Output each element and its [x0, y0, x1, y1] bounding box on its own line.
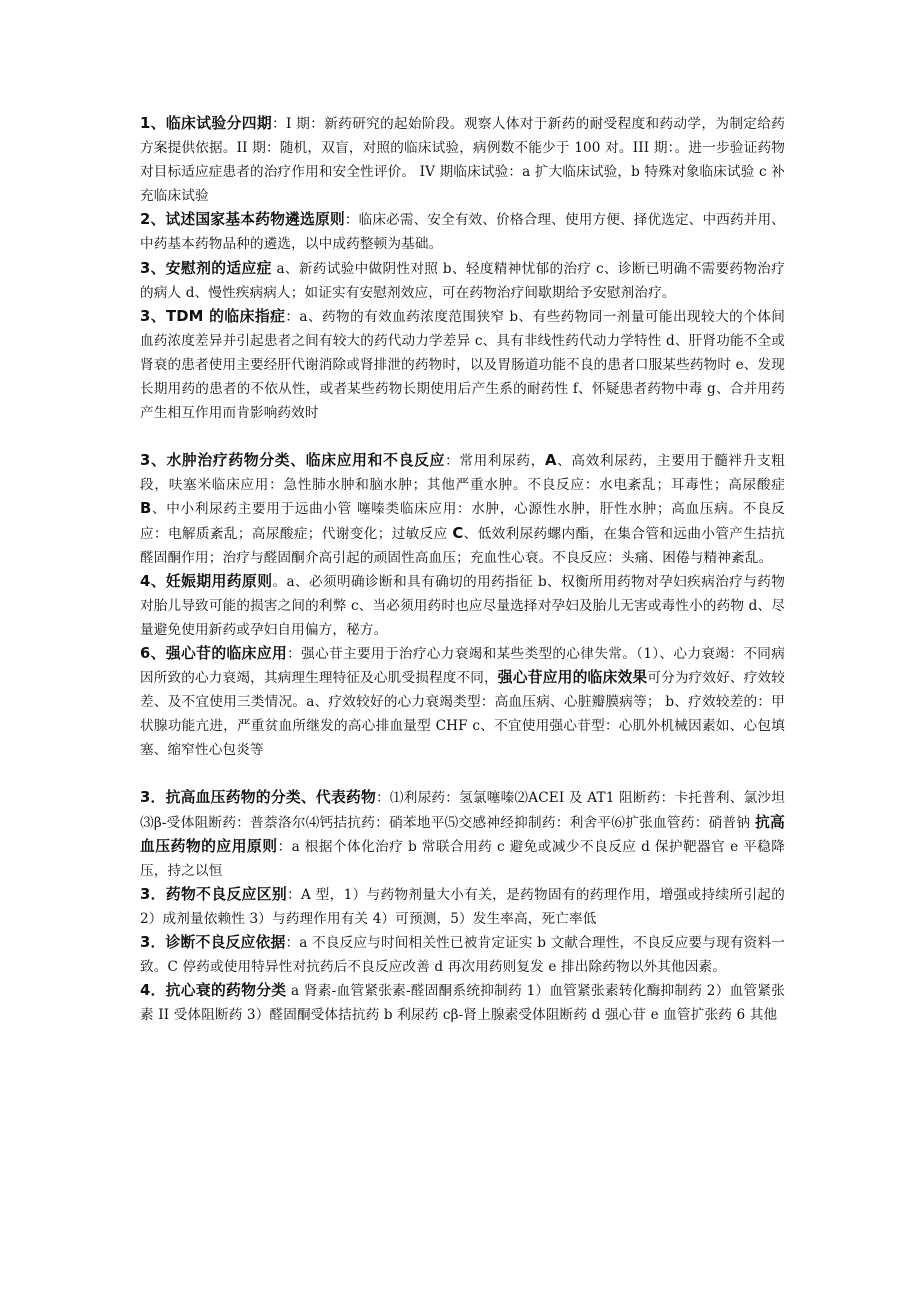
- text: 可分为疗效好、疗效较差、及不宜使用三类情况。a、疗效较好的心力衰竭类型：高血压病、心脏瓣膜病等； b、疗效较差的：甲状腺功能亢进，严重贫血所继发的高心排血量型 CHF c、不宜使用强心苷型：心肌外机械因素如、心包填塞、缩窄性心包炎等: [140, 670, 785, 759]
- heading-adr-diagnosis: 3．诊断不良反应依据: [140, 934, 286, 951]
- heading-essential-drug-selection: 2、试述国家基本药物遴选原则: [140, 211, 345, 229]
- text: 、中小利尿药主要用于远曲小管 噻嗪类临床应用：水肿，心源性水肿，肝性水肿；高血压病。不良反应：电解质紊乱；高尿酸症；代谢变化；过敏反应: [140, 501, 785, 542]
- paragraph-3: [140, 257, 785, 305]
- text: ：I 期：新药研究的起始阶段。观察人体对于新药的耐受程度和药动学，为制定给药方案提供依据。II 期：随机，双盲，对照的临床试验，病例数不能少于 100 对。III 期：。进一步验证药物对目标适应症患者的治疗作用和安全性评价。 IV 期临床试验：a 扩大临床试验，b 特殊对象临床试验 c 补充临床试验: [140, 116, 785, 205]
- paragraph-5: [140, 449, 785, 569]
- text: a、新药试验中做阴性对照 b、轻度精神忧郁的治疗 c、诊断已明确不需要药物治疗的病人 d、慢性疾病病人；如证实有安慰剂效应，可在药物治疗间歇期给予安慰剂治疗。: [140, 260, 785, 301]
- text: a 肾素-血管紧张素-醛固酮系统抑制药 1）血管紧张素转化酶抑制药 2）血管紧张素 II 受体阻断药 3）醛固酮受体拮抗药 b 利尿药 cβ-肾上腺素受体阻断药 d 强心苷 e 血管扩张药 6 其他: [140, 983, 785, 1024]
- text: ：A 型，1）与药物剂量大小有关，是药物固有的药理作用，增强或持续所引起的 2）成剂量依赖性 3）与药理作用有关 4）可预测，5）发生率高，死亡率低: [140, 886, 786, 927]
- heading-placebo-indications: 3、安慰剂的适应症: [140, 259, 272, 277]
- paragraph-11: [140, 979, 785, 1027]
- heading-adr-differences: 3．药物不良反应区别: [140, 885, 288, 903]
- label-c: C: [452, 524, 464, 542]
- paragraph-1: [140, 112, 785, 208]
- document-body: [140, 112, 785, 1027]
- heading-cardiac-glycosides: 6、强心苷的临床应用: [140, 644, 288, 662]
- paragraph-2: [140, 208, 785, 256]
- blank-line: [140, 425, 785, 449]
- label-b: B: [140, 500, 152, 518]
- paragraph-7: [140, 642, 785, 762]
- text: ：a、药物的有效血药浓度范围狭窄 b、有些药物同一剂量可能出现较大的个体间血药浓度差异并引起患者之间有较大的药代动力学差异 c、具有非线性药代动力学特性 d、肝肾功能不全或肾衰的患者使用主要经肝代谢消除或肾排泄的药物时，以及胃肠道功能不良的患者口服某些药物时 e、发现长期用药的患者的不依从性，或者某些药物长期使用后产生系的耐药性 f、怀疑患者药物中毒 g、合并用药产生相互作用而肯影响药效时: [140, 308, 785, 422]
- paragraph-9: [140, 883, 785, 931]
- text: ：⑴利尿药：氢氯噻嗪⑵ACEI 及 AT1 阻断药：卡托普利、氯沙坦⑶β-受体阻断药：普萘洛尔⑷钙拮抗药：硝苯地平⑸交感神经抑制药：利舍平⑹扩张血管药：硝普钠: [140, 790, 785, 831]
- text: 、高效利尿药，主要用于髓袢升支粗段，呋塞米临床应用：急性肺水肿和脑水肿；其他严重水肿。不良反应：水电紊乱；耳毒性；高尿酸症: [140, 453, 785, 494]
- text: ：临床必需、安全有效、价格合理、使用方便、择优选定、中西药并用、中药基本药物品种的遴选，以中成药整顿为基础。: [140, 212, 785, 253]
- heading-pregnancy-medication: 4、妊娠期用药原则: [140, 572, 273, 590]
- heading-tdm-indications: 3、TDM 的临床指症: [140, 307, 286, 325]
- heading-edema-drugs: 3、水肿治疗药物分类、临床应用和不良反应: [140, 452, 446, 470]
- heading-antihypertensive-principles: 抗高血压药物的应用原则: [140, 813, 785, 855]
- heading-antihypertensive-classes: 3．抗高血压药物的分类、代表药物: [140, 789, 377, 807]
- text: ：强心苷主要用于治疗心力衰竭和某些类型的心律失常。（1）、心力衰竭：不同病因所致的心力衰竭，其病理生理特征及心肌受损程度不同，: [140, 645, 785, 687]
- text: ：a 不良反应与时间相关性已被肯定证实 b 文献合理性，不良反应要与现有资料一致。C 停药或使用特异性对抗药后不良反应改善 d 再次用药则复发 e 排出除药物以外其他因素。: [140, 935, 785, 976]
- paragraph-10: [140, 931, 785, 979]
- heading-glycoside-clinical-effect: 强心苷应用的临床效果: [497, 669, 648, 687]
- text: 。a、必须明确诊断和具有确切的用药指征 b、权衡所用药物对孕妇疾病治疗与药物对胎儿导致可能的损害之间的利弊 c、当必须用药时也应尽量选择对孕妇及胎儿无害或毒性小的药物 d、尽量避免使用新药或孕妇自用偏方，秘方。: [140, 573, 786, 638]
- paragraph-8: [140, 786, 785, 882]
- paragraph-4: [140, 305, 785, 425]
- label-a: A: [544, 452, 557, 470]
- text: 、低效利尿药螺内酯，在集合管和远曲小管产生拮抗醛固酮作用；治疗与醛固酮介高引起的顽固性高血压；充血性心衰。不良反应：头痛、困倦与精神紊乱。: [140, 525, 785, 566]
- paragraph-6: [140, 570, 785, 642]
- heading-heart-failure-drugs: 4．抗心衰的药物分类: [140, 982, 287, 1000]
- text: ：a 根据个体化治疗 b 常联合用药 c 避免或减少不良反应 d 保护靶器官 e 平稳降压，持之以恒: [140, 838, 785, 879]
- blank-line: [140, 762, 785, 786]
- text: ：常用利尿药，: [445, 453, 545, 470]
- heading-clinical-trial-phases: 1、临床试验分四期: [140, 115, 273, 132]
